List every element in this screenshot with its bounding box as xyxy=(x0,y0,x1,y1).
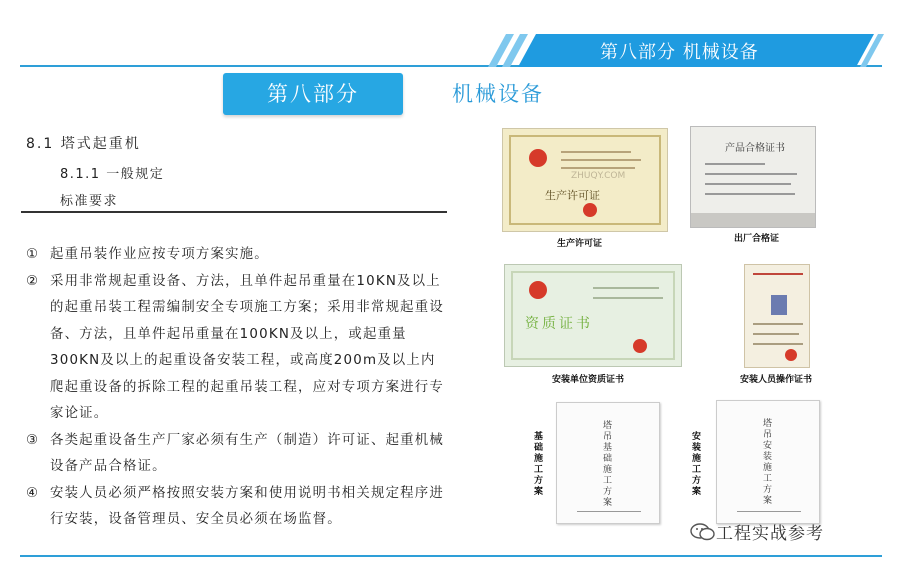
item-text: 采用非常规起重设备、方法，且单件起吊重量在10KN及以上的起重吊装工程需编制安全专项施工方案；采用非常规起重设备、方法，且单件起吊重量在100KN及以上，或起重量300KN及以上的起重设备安装工程，或高度200m及以上内爬起重设备的拆除工程的起重吊装工程，应对专项方案进行专家论证。 xyxy=(50,273,444,421)
foundation-plan-photo xyxy=(556,402,660,524)
list-item xyxy=(26,242,448,269)
qualification-certificate-caption: 安装单位资质证书 xyxy=(552,375,625,385)
production-license-photo xyxy=(502,128,668,232)
subsection-heading: 8.1.1 一般规定 xyxy=(60,167,165,182)
id-photo xyxy=(771,295,787,315)
list-item xyxy=(26,428,448,481)
header-banner-title: 第八部分 机械设备 xyxy=(600,42,759,63)
product-certificate-photo xyxy=(690,126,816,228)
list-item xyxy=(26,481,448,534)
product-certificate-title: 产品合格证书 xyxy=(725,143,785,154)
product-certificate-caption: 出厂合格证 xyxy=(734,234,780,244)
operator-certificate-photo xyxy=(744,264,810,368)
section-divider xyxy=(21,211,447,213)
list-item xyxy=(26,269,448,428)
qualification-certificate-title: 资质证书 xyxy=(525,316,593,332)
foundation-plan-title: 塔吊基础施工方案 xyxy=(603,421,613,508)
standard-requirements-label: 标准要求 xyxy=(60,194,119,209)
item-number: ① xyxy=(26,247,40,262)
installation-plan-photo xyxy=(716,400,820,524)
wechat-icon xyxy=(690,522,716,542)
section-heading: 8.1 塔式起重机 xyxy=(26,136,141,152)
production-license-caption: 生产许可证 xyxy=(557,239,603,249)
installation-plan-side-label: 安装施工方案 xyxy=(692,432,702,497)
item-text: 起重吊装作业应按专项方案实施。 xyxy=(50,247,269,262)
item-text: 安装人员必须严格按照安装方案和使用说明书相关规定程序进行安装，设备管理员、安全员必须在场监督。 xyxy=(50,485,444,527)
watermark-text: ZHUQY.COM xyxy=(571,171,626,181)
national-emblem-icon xyxy=(529,281,547,299)
part-name: 机械设备 xyxy=(452,82,544,106)
footer-divider xyxy=(20,555,882,557)
wechat-account-label: 工程实战参考 xyxy=(716,524,824,544)
installation-plan-title: 塔吊安装施工方案 xyxy=(763,419,773,506)
item-number: ② xyxy=(26,273,40,289)
production-license-title: 生产许可证 xyxy=(545,189,600,202)
part-label: 第八部分 xyxy=(267,82,359,106)
item-number: ③ xyxy=(26,432,40,448)
foundation-plan-side-label: 基础施工方案 xyxy=(534,432,544,497)
item-number: ④ xyxy=(26,485,40,501)
requirement-list xyxy=(26,242,448,534)
item-text: 各类起重设备生产厂家必须有生产（制造）许可证、起重机械设备产品合格证。 xyxy=(50,432,444,474)
part-title-box xyxy=(223,73,403,115)
national-emblem-icon xyxy=(529,149,547,167)
qualification-certificate-photo xyxy=(504,264,682,367)
operator-certificate-caption: 安装人员操作证书 xyxy=(740,375,813,385)
